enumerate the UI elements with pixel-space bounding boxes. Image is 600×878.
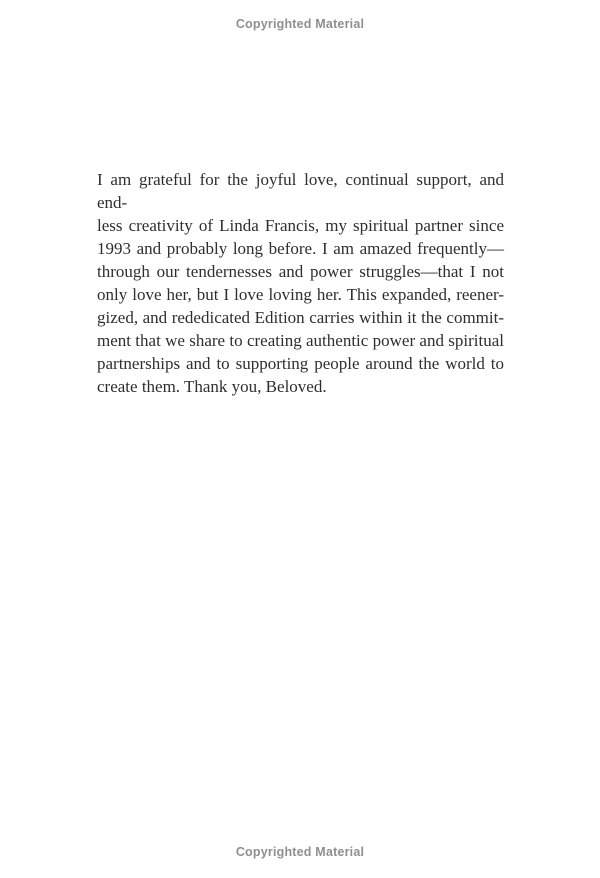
text-line: less creativity of Linda Francis, my spiritual partner since	[97, 216, 504, 235]
dedication-paragraph	[97, 168, 504, 398]
text-line: gized, and rededicated Edition carries within it the commit-	[97, 308, 504, 327]
text-line: only love her, but I love loving her. This expanded, reener-	[97, 285, 504, 304]
text-line: I am grateful for the joyful love, continual support, and end-	[97, 170, 504, 212]
text-line: 1993 and probably long before. I am amazed frequently—	[97, 239, 504, 258]
text-line: create them. Thank you, Beloved.	[97, 377, 327, 396]
text-line: ment that we share to creating authentic power and spiritual	[97, 331, 504, 350]
copyright-watermark-bottom: Copyrighted Material	[235, 845, 365, 859]
text-line: partnerships and to supporting people around the world to	[97, 354, 504, 373]
copyright-watermark-top: Copyrighted Material	[235, 17, 365, 31]
text-line: through our tendernesses and power struggles—that I not	[97, 262, 504, 281]
